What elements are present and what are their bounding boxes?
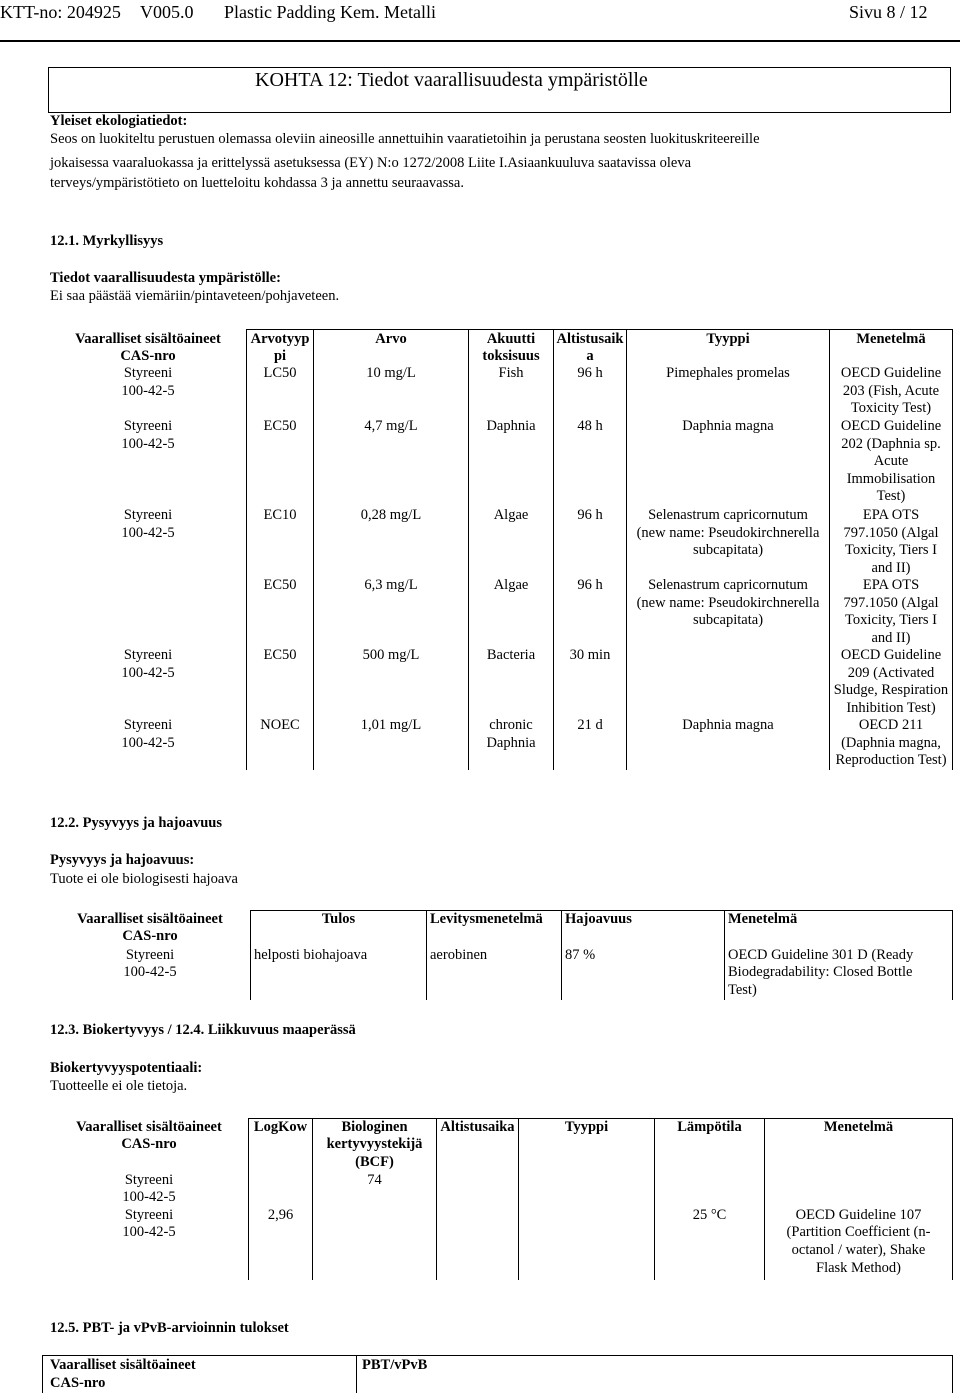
persist-header-result: Tulos	[321, 911, 356, 927]
toxicity-text: Ei saa päästää viemäriin/pintaveteen/pohjaveteen.	[50, 288, 340, 304]
table-divider	[724, 910, 725, 1000]
tox-header-acute: Akuutti	[486, 331, 536, 347]
tox-species: subcapitata)	[692, 612, 764, 629]
pbt-header-cas: CAS-nro	[50, 1375, 106, 1391]
tox-acute: Daphnia	[486, 734, 536, 751]
toxicity-heading: 12.1. Myrkyllisyys	[50, 233, 164, 249]
tox-substance-name: Styreeni	[123, 717, 173, 733]
tox-acute: Fish	[498, 365, 524, 381]
table-divider	[426, 910, 427, 1000]
persist-substance-cas: 100-42-5	[123, 964, 177, 980]
tox-species: Daphnia magna	[682, 418, 774, 434]
tox-header-exposure-cont: a	[586, 348, 594, 364]
table-divider	[42, 1355, 43, 1393]
tox-method: OECD Guideline	[840, 647, 942, 663]
bio-substance-name: Styreeni	[124, 1207, 174, 1223]
table-divider	[356, 1355, 357, 1393]
table-divider	[952, 1118, 953, 1280]
persist-method-line: OECD Guideline 301 D (Ready	[728, 947, 914, 963]
tox-method: 797.1050 (Algal	[843, 594, 939, 611]
tox-exposure: 96 h	[577, 365, 603, 381]
persistence-subheading: Pysyvyys ja hajoavuus:	[50, 852, 195, 868]
pbt-header-substance: Vaaralliset sisältöaineet	[50, 1357, 196, 1373]
tox-method: Reproduction Test)	[835, 752, 947, 769]
section-title: KOHTA 12: Tiedot vaarallisuudesta ympäristölle	[255, 69, 648, 91]
general-text-line-1: Seos on luokiteltu perustuen olemassa oleviin aineosille annettuihin vaaratietoihin ja perustana seosten luokituskriteereille	[50, 131, 760, 147]
bio-header-bcf: Biologinen	[341, 1119, 408, 1135]
tox-method: Toxicity, Tiers I	[845, 612, 937, 629]
tox-exposure: 48 h	[577, 418, 603, 434]
bioaccumulation-subheading: Biokertyvyyspotentiaali:	[50, 1060, 203, 1076]
table-divider	[246, 329, 247, 770]
table-divider	[952, 329, 953, 770]
tox-header-cas: CAS-nro	[120, 348, 176, 364]
tox-method: EPA OTS	[862, 577, 920, 593]
page-header-ktt: KTT-no: 204925	[0, 2, 121, 22]
bio-header-species: Tyyppi	[564, 1119, 609, 1135]
tox-method: 203 (Fish, Acute	[842, 382, 940, 399]
tox-exposure: 21 d	[577, 717, 603, 733]
tox-method: Immobilisation	[846, 470, 936, 487]
tox-species: Pimephales promelas	[666, 365, 790, 381]
persistence-heading: 12.2. Pysyvyys ja hajoavuus	[50, 815, 223, 831]
tox-method: 202 (Daphnia sp.	[841, 435, 941, 452]
tox-species: (new name: Pseudokirchnerella	[636, 524, 820, 541]
bio-header-method: Menetelmä	[823, 1119, 894, 1135]
tox-value-type: EC50	[263, 418, 297, 434]
persist-header-degradation: Hajoavuus	[565, 911, 632, 927]
tox-method: Acute	[873, 453, 909, 470]
pbt-header-result: PBT/vPvB	[362, 1357, 428, 1373]
persistence-text: Tuote ei ole biologisesti hajoava	[50, 871, 238, 887]
bioaccumulation-text: Tuotteelle ei ole tietoja.	[50, 1078, 188, 1094]
tox-value-type: EC50	[263, 577, 297, 593]
tox-method: 797.1050 (Algal	[843, 524, 939, 541]
table-divider	[248, 1118, 249, 1280]
tox-species: (new name: Pseudokirchnerella	[636, 594, 820, 611]
table-divider	[42, 1355, 952, 1356]
table-divider	[952, 910, 953, 1000]
tox-species: Selenastrum capricornutum	[648, 507, 808, 523]
bio-method-line: (Partition Coefficient (n-	[786, 1224, 931, 1240]
bio-substance-name: Styreeni	[124, 1172, 174, 1188]
general-text-line-3: terveys/ympäristötieto on luetteloitu kohdassa 3 ja annettu seuraavassa.	[50, 175, 464, 191]
persist-substance-name: Styreeni	[125, 947, 175, 963]
persist-header-substance: Vaaralliset sisältöaineet	[77, 911, 223, 927]
page-header-page-number: Sivu 8 / 12	[849, 2, 928, 22]
tox-value-type: EC10	[263, 507, 297, 523]
tox-header-type-cont: pi	[273, 348, 287, 364]
bio-header-bcf-line-2: kertyvyystekijä	[326, 1136, 423, 1152]
bio-substance-cas: 100-42-5	[122, 1189, 176, 1205]
bio-header-substance: Vaaralliset sisältöaineet	[76, 1119, 222, 1135]
table-divider	[518, 1118, 519, 1280]
tox-species: subcapitata)	[692, 542, 764, 559]
general-text-line-2: jokaisessa vaaraluokassa ja erittelyssä asetuksessa (EY) N:o 1272/2008 Liite I.Asiaankuuluva saatavissa oleva	[50, 155, 692, 171]
tox-acute: Algae	[493, 577, 529, 593]
pbt-heading: 12.5. PBT- ja vPvB-arvioinnin tulokset	[50, 1320, 289, 1336]
table-divider	[468, 329, 469, 770]
tox-substance-cas: 100-42-5	[121, 382, 175, 399]
tox-method: EPA OTS	[862, 507, 920, 523]
tox-method: and II)	[871, 629, 911, 646]
tox-method: OECD 211	[858, 717, 924, 733]
tox-substance-name: Styreeni	[123, 647, 173, 663]
tox-value: 0,28 mg/L	[360, 507, 422, 523]
tox-method: OECD Guideline	[840, 365, 942, 381]
toxicity-subheading: Tiedot vaarallisuudesta ympäristölle:	[50, 270, 281, 286]
tox-acute: Algae	[493, 507, 529, 523]
header-divider	[0, 40, 960, 42]
bio-header-temperature: Lämpötila	[677, 1119, 742, 1135]
tox-exposure: 30 min	[569, 647, 611, 663]
persist-distribution: aerobinen	[430, 947, 488, 963]
table-divider	[561, 910, 562, 1000]
table-divider	[553, 329, 554, 770]
bio-logkow-value: 2,96	[267, 1207, 294, 1223]
tox-value: 1,01 mg/L	[360, 717, 422, 733]
table-divider	[654, 1118, 655, 1280]
page-header-version: V005.0	[140, 2, 194, 22]
tox-value: 6,3 mg/L	[364, 577, 418, 593]
bioaccumulation-heading: 12.3. Biokertyvyys / 12.4. Liikkuvuus maaperässä	[50, 1022, 356, 1038]
tox-species: Daphnia magna	[682, 717, 774, 733]
bio-method-line: OECD Guideline 107	[795, 1207, 922, 1223]
bio-header-cas: CAS-nro	[121, 1136, 177, 1152]
table-divider	[313, 329, 314, 770]
tox-substance-cas: 100-42-5	[121, 524, 175, 541]
tox-acute: Daphnia	[486, 418, 536, 434]
bio-header-logkow: LogKow	[253, 1119, 308, 1135]
tox-header-method: Menetelmä	[856, 331, 926, 347]
bio-method-line: Flask Method)	[816, 1260, 901, 1276]
tox-method: Toxicity, Tiers I	[845, 542, 937, 559]
table-divider	[952, 1355, 953, 1393]
bio-substance-cas: 100-42-5	[122, 1224, 176, 1240]
tox-method: OECD Guideline	[840, 418, 942, 434]
tox-value-type: NOEC	[260, 717, 300, 733]
tox-method: (Daphnia magna,	[841, 734, 941, 751]
tox-header-type: Arvotyyp	[250, 331, 310, 347]
tox-header-value: Arvo	[375, 331, 407, 347]
persist-method-line: Test)	[728, 982, 757, 998]
tox-header-acute-cont: toksisuus	[482, 348, 540, 364]
tox-method: Toxicity Test)	[850, 400, 932, 417]
tox-value-type: LC50	[263, 365, 297, 381]
bio-header-bcf-line-3: (BCF)	[355, 1154, 394, 1170]
tox-exposure: 96 h	[577, 507, 603, 523]
tox-method: Test)	[876, 488, 906, 505]
bio-header-exposure: Altistusaika	[440, 1119, 515, 1135]
tox-acute: chronic	[489, 717, 533, 733]
bio-temperature-value: 25 °C	[692, 1207, 727, 1223]
persist-header-cas: CAS-nro	[122, 928, 178, 944]
tox-header-substance: Vaaralliset sisältöaineet	[75, 331, 221, 347]
tox-substance-cas: 100-42-5	[121, 664, 175, 681]
general-heading: Yleiset ekologiatiedot:	[50, 113, 188, 129]
bio-method-line: octanol / water), Shake	[791, 1242, 926, 1258]
persist-header-method: Menetelmä	[728, 911, 798, 927]
tox-header-exposure: Altistusaik	[556, 331, 624, 347]
tox-value-type: EC50	[263, 647, 297, 663]
tox-method: Inhibition Test)	[846, 699, 936, 716]
tox-substance-cas: 100-42-5	[121, 435, 175, 452]
tox-method: 209 (Activated	[847, 664, 935, 681]
tox-substance-name: Styreeni	[123, 418, 173, 434]
persist-result: helposti biohajoava	[254, 947, 368, 963]
tox-acute: Bacteria	[486, 647, 536, 663]
tox-value: 4,7 mg/L	[364, 418, 418, 434]
tox-substance-cas: 100-42-5	[121, 734, 175, 751]
tox-method: and II)	[871, 559, 911, 576]
persist-degradation: 87 %	[565, 947, 596, 963]
tox-value: 500 mg/L	[362, 647, 420, 663]
page-header-product: Plastic Padding Kem. Metalli	[224, 2, 436, 22]
tox-header-species: Tyyppi	[706, 331, 750, 347]
persist-method-line: Biodegradability: Closed Bottle	[728, 964, 913, 980]
table-divider	[246, 329, 952, 330]
tox-exposure: 96 h	[577, 577, 603, 593]
tox-substance-name: Styreeni	[123, 507, 173, 523]
tox-value: 10 mg/L	[366, 365, 416, 381]
tox-species: Selenastrum capricornutum	[648, 577, 808, 593]
bio-bcf-value: 74	[367, 1172, 382, 1188]
persist-header-distribution: Levitysmenetelmä	[430, 911, 543, 927]
table-divider	[436, 1118, 437, 1280]
tox-method: Sludge, Respiration	[833, 682, 949, 699]
tox-substance-name: Styreeni	[123, 365, 173, 381]
